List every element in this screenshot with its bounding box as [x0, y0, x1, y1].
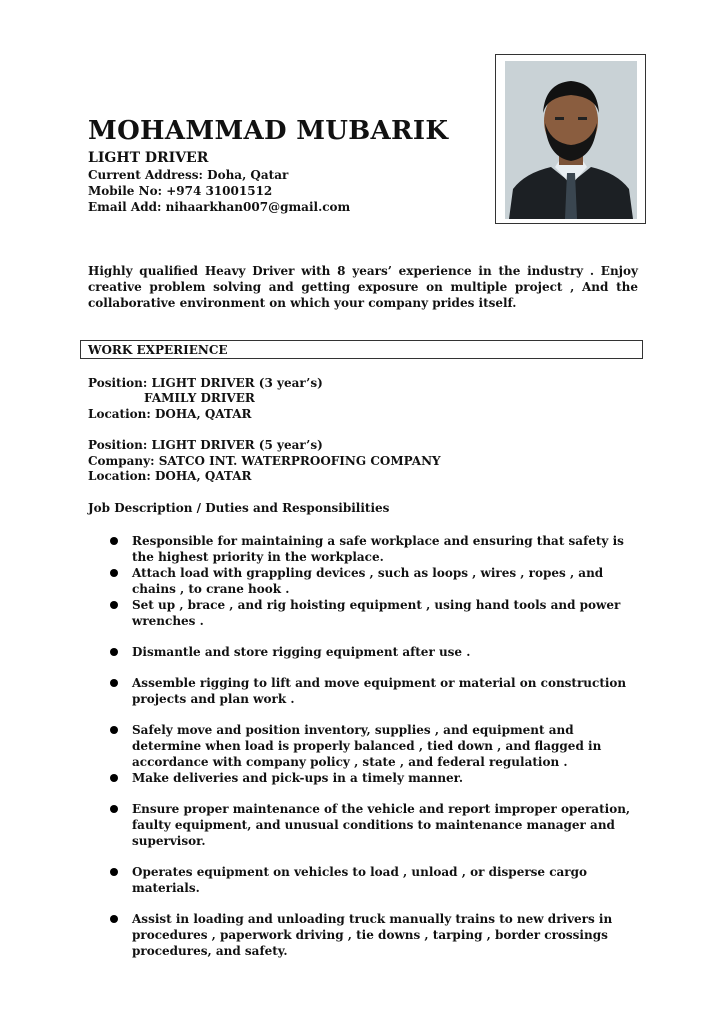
- list-item: [108, 644, 638, 660]
- duty-text: Make deliveries and pick-ups in a timely manner.: [132, 771, 464, 785]
- bullet-icon: [110, 726, 118, 734]
- job2-company: Company: SATCO INT. WATERPROOFING COMPANY: [88, 454, 441, 468]
- bullet-icon: [110, 537, 118, 545]
- job1-location: Location: DOHA, QATAR: [88, 407, 252, 421]
- list-item: [108, 911, 638, 959]
- duties-heading: Job Description / Duties and Responsibilities: [88, 501, 390, 515]
- job1-position: Position: LIGHT DRIVER (3 year’s): [88, 376, 323, 390]
- list-item: [108, 770, 638, 786]
- duty-text: Attach load with grappling devices , such as loops , wires , ropes , and chains , to crane hook .: [132, 566, 604, 596]
- duty-text: Assist in loading and unloading truck manually trains to new drivers in procedures , paperwork driving , tie downs , tarping , border crossings procedures, and safety.: [132, 912, 613, 958]
- list-item: [108, 533, 638, 565]
- job1-position-secondary: FAMILY DRIVER: [144, 391, 255, 405]
- bullet-icon: [110, 868, 118, 876]
- bullet-icon: [110, 915, 118, 923]
- list-item: [108, 675, 638, 707]
- duty-text: Safely move and position inventory, supplies , and equipment and determine when load is properly balanced , tied down , and flagged in accordance with company policy , state , and federal regulation .: [132, 723, 602, 769]
- list-item: [108, 801, 638, 849]
- professional-summary: Highly qualified Heavy Driver with 8 years’ experience in the industry . Enjoy creative problem solving and getting exposure on multiple project , And the collaborative environment on which your company prides itself.: [88, 264, 638, 310]
- duty-text: Responsible for maintaining a safe workplace and ensuring that safety is the highest priority in the workplace.: [132, 534, 624, 564]
- job-title: LIGHT DRIVER: [88, 150, 209, 166]
- bullet-icon: [110, 679, 118, 687]
- work-experience-header: [80, 340, 643, 359]
- mobile-number: Mobile No: +974 31001512: [88, 184, 273, 198]
- email-address: Email Add: nihaarkhan007@gmail.com: [88, 200, 351, 214]
- job2-location: Location: DOHA, QATAR: [88, 469, 252, 483]
- list-item: [108, 565, 638, 597]
- list-item: [108, 722, 638, 770]
- section-title: WORK EXPERIENCE: [88, 343, 228, 357]
- duties-list: [108, 533, 638, 959]
- bullet-icon: [110, 648, 118, 656]
- job2-position: Position: LIGHT DRIVER (5 year’s): [88, 438, 323, 452]
- duty-text: Dismantle and store rigging equipment after use .: [132, 645, 471, 659]
- duty-text: Set up , brace , and rig hoisting equipment , using hand tools and power wrenches .: [132, 598, 621, 628]
- person-portrait-icon: [505, 61, 637, 219]
- current-address: Current Address: Doha, Qatar: [88, 168, 289, 182]
- duty-text: Ensure proper maintenance of the vehicle and report improper operation, faulty equipment, and unusual conditions to maintenance manager and supervisor.: [132, 802, 631, 848]
- list-item: [108, 864, 638, 896]
- profile-photo-frame: [495, 54, 646, 224]
- duty-text: Assemble rigging to lift and move equipment or material on construction projects and plan work .: [132, 676, 627, 706]
- bullet-icon: [110, 805, 118, 813]
- bullet-icon: [110, 569, 118, 577]
- profile-photo: [505, 61, 637, 219]
- candidate-name: MOHAMMAD MUBARIK: [88, 116, 449, 146]
- bullet-icon: [110, 774, 118, 782]
- bullet-icon: [110, 601, 118, 609]
- duty-text: Operates equipment on vehicles to load , unload , or disperse cargo materials.: [132, 865, 588, 895]
- list-item: [108, 597, 638, 629]
